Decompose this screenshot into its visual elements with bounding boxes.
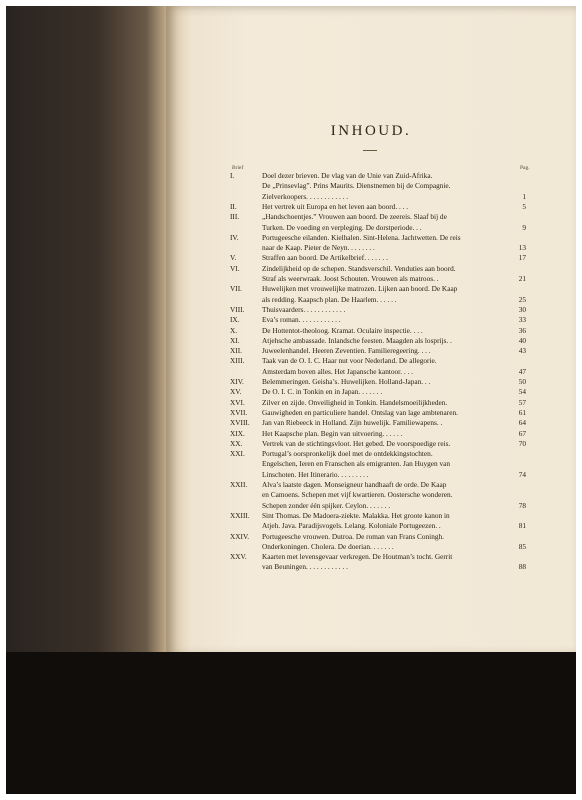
toc-chapter-number: XVI.: [230, 397, 245, 407]
toc-chapter-text: Sint Thomas. De Madoera-ziekte. Malakka. Het groote kanon in: [262, 510, 450, 520]
toc-chapter-text: De Hottentot-theoloog. Kramat. Oculaire inspectie. . . .: [262, 325, 423, 335]
toc-chapter-number: XVIII.: [230, 418, 250, 428]
toc-chapter-text: Belemmeringen. Geisha’s. Huwelijken. Holland-Japan. . .: [262, 377, 431, 386]
toc-chapter-text: Kaarten met levensgevaar verkregen. De Houtman’s tocht. Gerrit: [262, 552, 453, 562]
toc-chapter-text: als redding. Kaapsch plan. De Haarlem. . . . . .: [262, 294, 397, 304]
toc-page-number: 70: [518, 438, 526, 448]
toc-chapter-text: Zilver en zijde. Onveiligheid in Tonkin. Handelsmoeilijkheden.: [262, 397, 448, 407]
toc-chapter-text: naar de Kaap. Pieter de Neyn. . . . . . . .: [262, 243, 375, 253]
toc-chapter-number: XII.: [230, 346, 242, 356]
toc-chapter-text: en Camoens. Schepen met vijf kwartieren. Oostersche wonderen.: [262, 490, 453, 500]
toc-chapter-text: Alva’s laatste dagen. Monseigneur handhaaft de orde. De Kaap: [262, 480, 447, 489]
toc-chapter-number: XXIV.: [230, 531, 250, 541]
toc-chapter-number: XXV.: [230, 552, 247, 562]
toc-chapter-number: XXII.: [230, 480, 248, 489]
toc-page-number: 1: [522, 191, 526, 201]
toc-page-number: 9: [522, 222, 526, 232]
toc-page-number: 21: [518, 274, 526, 283]
toc-chapter-text: Engelschen, Ieren en Franschen als emigranten. Jan Huygen van: [262, 459, 451, 469]
toc-page-number: 5: [522, 201, 526, 211]
toc-chapter-number: I.: [230, 171, 235, 180]
toc-page-number: 57: [518, 397, 526, 407]
toc-chapter-text: De „Prinsevlag”. Prins Maurits. Dienstnemen bij de Compagnie.: [262, 181, 451, 191]
toc-chapter-number: II.: [230, 201, 237, 211]
toc-page-number: 25: [518, 294, 526, 304]
toc-chapter-text: Linschoten. Het Itinerario. . . . . . . . .: [262, 469, 369, 479]
page-title: INHOUD.: [330, 123, 412, 139]
toc-chapter-text: De O. I. C. in Tonkin en in Japan. . . . . . .: [262, 387, 383, 397]
toc-page-number: 13: [518, 243, 526, 253]
toc-chapter-number: XXI.: [230, 449, 245, 459]
toc-chapter-text: Eva’s roman. . . . . . . . . . . .: [262, 315, 341, 325]
toc-page-number: 47: [518, 366, 526, 376]
column-header-page: Pag.: [520, 165, 530, 171]
toc-page-number: 85: [518, 541, 526, 551]
toc-page-number: 54: [518, 387, 526, 397]
toc-chapter-text: Portugal’s oorspronkelijk doel met de ontdekkingstochten.: [262, 449, 433, 459]
toc-chapter-text: Huwelijken met vrouwelijke matrozen. Lijken aan boord. De Kaap: [262, 284, 458, 294]
toc-chapter-text: Onderkoningen. Cholera. De doerian. . . . . . .: [262, 541, 394, 551]
toc-chapter-text: van Beuningen. . . . . . . . . . . .: [262, 562, 348, 572]
toc-page-number: 67: [518, 428, 526, 438]
toc-chapter-text: Amsterdam boven alles. Het Japansche kantoor. . . .: [262, 366, 413, 376]
toc-chapter-text: Portugeesche eilanden. Kielhalen. Sint-Helena. Jachtwetten. De reis: [262, 232, 461, 242]
toc-chapter-text: Taak van de O. I. C. Haar nut voor Nederland. De allegorie.: [262, 356, 437, 366]
toc-chapter-text: Turken. De voeding en verpleging. De dorstperiode. . .: [262, 222, 422, 232]
toc-chapter-number: XIII.: [230, 356, 245, 366]
toc-page-number: 36: [518, 325, 526, 335]
toc-page-number: 43: [518, 346, 526, 356]
toc-chapter-number: XIV.: [230, 377, 244, 386]
toc-chapter-text: Thuisvaarders. . . . . . . . . . . .: [262, 304, 346, 314]
toc-chapter-text: Schepen zonder één spijker. Ceylon. . . . . . .: [262, 500, 391, 510]
toc-page-number: 61: [518, 407, 526, 417]
toc-chapter-number: VI.: [230, 263, 240, 273]
toc-chapter-text: Straffen aan boord. De Artikelbrief. . . . . . .: [262, 253, 388, 263]
toc-chapter-text: Zielverkoopers. . . . . . . . . . . .: [262, 191, 349, 201]
toc-page-number: 40: [518, 335, 526, 345]
toc-chapter-number: VIII.: [230, 304, 245, 314]
toc-chapter-text: Atjehsche ambassade. Inlandsche feesten. Maagden als losprijs. .: [262, 335, 452, 345]
toc-chapter-number: XI.: [230, 335, 240, 345]
toc-chapter-number: XVII.: [230, 407, 248, 417]
toc-chapter-text: Doel dezer brieven. De vlag van de Unie van Zuid-Afrika.: [262, 171, 433, 180]
toc-page-number: 50: [518, 377, 526, 386]
toc-page-number: 64: [518, 418, 526, 428]
toc-chapter-number: XX.: [230, 438, 243, 448]
toc-chapter-text: Juweelenhandel. Heeren Zeventien. Familieregeering. . . .: [262, 346, 431, 356]
toc-chapter-text: Jan van Riebeeck in Holland. Zijn huwelijk. Familiewapens. .: [262, 418, 443, 428]
toc-chapter-number: XV.: [230, 387, 242, 397]
toc-chapter-number: XXIII.: [230, 510, 250, 520]
toc-chapter-text: „Handschoentjes.” Vrouwen aan boord. De zeereis. Slaaf bij de: [262, 212, 447, 222]
toc-page-number: 30: [518, 304, 526, 314]
toc-page-number: 88: [518, 562, 526, 572]
toc-chapter-text: Gauwigheden en particuliere handel. Ontslag van lage ambtenaren.: [262, 407, 458, 417]
toc-chapter-number: X.: [230, 325, 238, 335]
toc-chapter-text: Atjeh. Java. Paradijsvogels. Lelang. Koloniale Portugeezen. .: [262, 521, 441, 531]
toc-chapter-text: Het Kaapsche plan. Begin van uitvoering. . . . . .: [262, 428, 403, 438]
toc-page-number: 33: [518, 315, 526, 325]
toc-page-number: 74: [518, 469, 526, 479]
toc-chapter-number: XIX.: [230, 428, 245, 438]
toc-page-number: 78: [518, 500, 526, 510]
toc-chapter-number: III.: [230, 212, 240, 222]
toc-chapter-number: V.: [230, 253, 237, 263]
toc-chapter-number: IX.: [230, 315, 240, 325]
toc-chapter-text: Straf als weerwraak. Joost Schouten. Vrouwen als matroos. .: [262, 274, 439, 283]
toc-chapter-text: Zindelijkheid op de schepen. Standsverschil. Venduties aan boord.: [262, 263, 456, 273]
toc-chapter-number: VII.: [230, 284, 242, 294]
toc-chapter-number: IV.: [230, 232, 239, 242]
toc-chapter-text: Vertrek van de stichtingsvloot. Het gebed. De voorspoedige reis.: [262, 438, 451, 448]
column-header-brief: Brief: [232, 165, 244, 171]
toc-chapter-text: Portugeesche vrouwen. Dutroa. De roman van Frans Coningh.: [262, 531, 444, 541]
toc-page-number: 81: [518, 521, 526, 531]
toc-chapter-text: Het vertrek uit Europa en het leven aan boord. . . .: [262, 201, 409, 211]
toc-page-number: 17: [518, 253, 526, 263]
